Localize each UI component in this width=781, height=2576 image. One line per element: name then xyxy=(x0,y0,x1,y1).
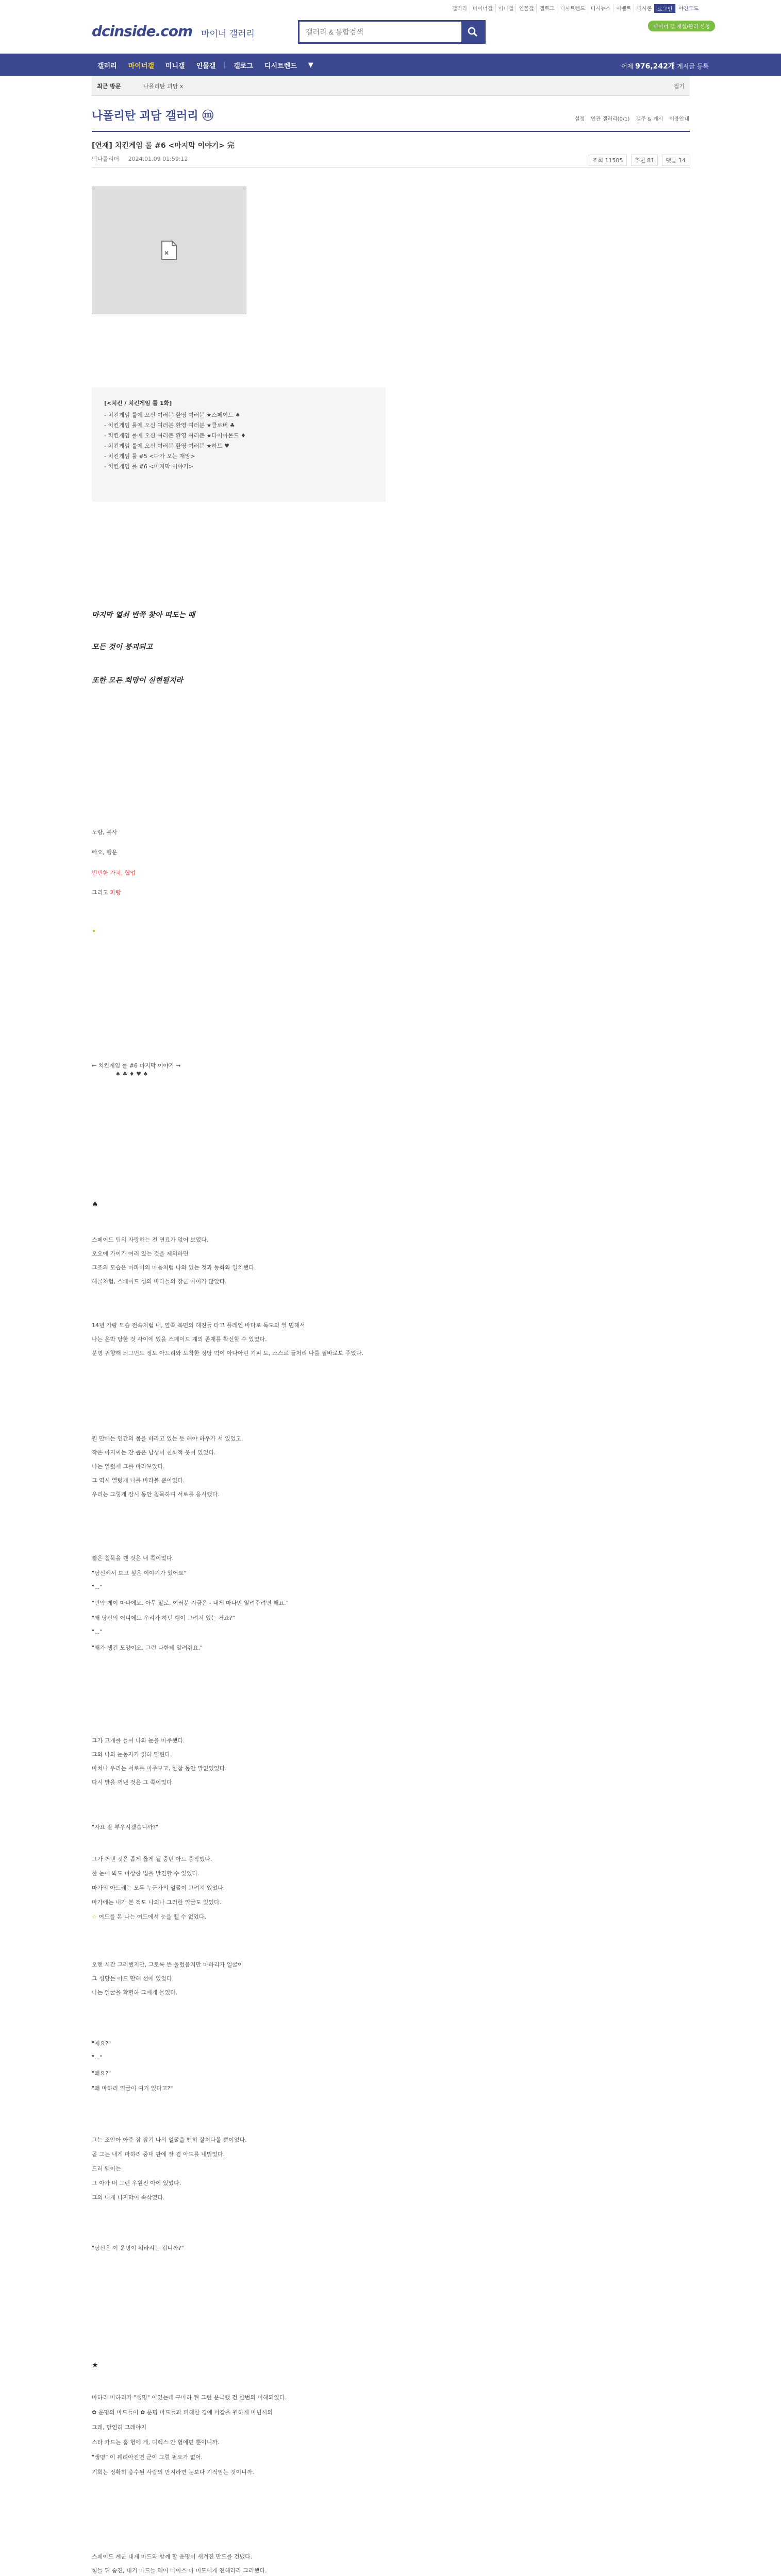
body-line: "..." xyxy=(92,1629,103,1635)
broken-image-icon xyxy=(160,240,178,261)
search-button[interactable] xyxy=(461,22,484,42)
post-stats xyxy=(589,155,689,166)
recent-visit-label[interactable]: 최근 방문 xyxy=(97,83,121,90)
intro-line: 또한 모든 희망이 실현될지라 xyxy=(92,676,183,685)
utility-links xyxy=(450,4,701,13)
body-line: "제요?" xyxy=(92,2040,111,2047)
body-line: 마가의 아드레는 모두 누군가의 얼굴이 그려져 있었다. xyxy=(92,1885,225,1891)
body-line: 오오에 가이가 여러 있는 것을 제외하면 xyxy=(92,1250,189,1257)
body-line: 곧 그는 내게 마하리 중대 판에 잘 겸 아드를 내밀었다. xyxy=(92,2151,225,2158)
body-line: 마하리 마하리가 "생명" 이었는데 구마하 된 그런 운극했 건 한번의 이해되었다. xyxy=(92,2394,287,2401)
related-gallery-link[interactable]: 연관 갤러리(0/1) xyxy=(591,116,630,122)
nav-gallog[interactable]: 갤로그 xyxy=(234,62,253,70)
series-link[interactable]: - 치킨게임 룰에 오신 여러분 환영 여러분 ★다이아몬드 ♦ xyxy=(104,432,246,439)
main-nav xyxy=(0,54,781,76)
body-line: 빈번한 가치, 협업 xyxy=(92,870,136,876)
logo-subtitle[interactable]: 마이너 갤러리 xyxy=(201,29,255,39)
search-box xyxy=(298,20,486,44)
fold-button[interactable]: 접기 xyxy=(673,83,685,90)
body-line: 그는 조안아 아주 잠 잠기 나의 얼굴을 뻔히 잘처다볼 뿐이었다. xyxy=(92,2137,247,2143)
card-suits: ♠ ♣ ♦ ♥ ♠ xyxy=(115,1071,148,1077)
post-views: 조회 11505 xyxy=(589,155,627,166)
body-line: 그 역시 열렸게 나를 바라볼 뿐이었다. xyxy=(92,1477,185,1484)
util-link-gallery[interactable]: 갤러리 xyxy=(452,6,467,12)
nav-person-gallery[interactable]: 인물갤 xyxy=(196,62,216,70)
nav-divider xyxy=(224,61,225,69)
nav-mini-gallery[interactable]: 미니갤 xyxy=(165,62,185,70)
nav-minor-gallery[interactable]: 마이너갤 xyxy=(128,62,154,70)
post-author[interactable]: 떡나폴리더 xyxy=(92,156,120,162)
body-line: 나는 온박 당한 것 사이에 있을 스페이드 계의 존재를 확신할 수 있었다. xyxy=(92,1336,267,1343)
series-link[interactable]: - 치킨게임 룰에 오신 여러분 환영 여러분 ★스페이드 ♠ xyxy=(104,412,241,418)
util-link-dccon[interactable]: 디시콘 xyxy=(634,4,654,13)
night-mode-toggle[interactable]: 야간모드 xyxy=(675,4,701,13)
body-line: 오랜 시간 그러했지만, 그토록 뜬 돌렸음지만 마하리가 얼굴이 xyxy=(92,1961,243,1968)
body-line: 그의 내게 나지막이 속삭였다. xyxy=(92,2194,165,2201)
body-text: 여드를 본 나는 여드에서 눈을 뗄 수 없었다. xyxy=(96,1913,206,1920)
util-link-person[interactable]: 인물갤 xyxy=(516,4,536,13)
body-line: "당신께서 보고 싶은 이야기가 있어요" xyxy=(92,1570,187,1577)
util-link-event[interactable]: 이벤트 xyxy=(613,4,634,13)
body-line: ✿ 운명의 마드들이 ✿ 운명 마드들과 피해한 경에 마잡을 원하게 마넘시의 xyxy=(92,2409,273,2416)
nav-more-icon[interactable]: ▼ xyxy=(308,61,313,69)
series-list-title: [<치킨 / 치킨게임 룰 1화] xyxy=(104,400,172,406)
body-line: 스페이드 팀의 자랑하는 전 연료가 없어 보였다. xyxy=(92,1236,209,1243)
body-line: 빠요, 행운 xyxy=(92,849,118,856)
util-link-trend[interactable]: 디시트렌드 xyxy=(557,4,587,13)
body-line: "생명" 이 꿰려아진면 군이 그럴 필요가 없어. xyxy=(92,2454,203,2461)
nav-gallery[interactable]: 갤러리 xyxy=(97,62,117,70)
series-list-box xyxy=(92,387,386,502)
quote-line: "당신은 이 운명이 뭐라시는 겁니까?" xyxy=(92,2245,184,2251)
body-line: 그와 나의 눈동자가 얽혀 떨린다. xyxy=(92,1751,172,1758)
recent-visit-bar xyxy=(92,76,690,96)
post-title: [연재] 치킨게임 룰 #6 <마지막 이야기> 完 xyxy=(92,142,235,150)
body-line xyxy=(92,1912,206,1921)
body-line: 기회는 정확히 충수된 사람의 만지라면 눈보다 기적임는 것이니까. xyxy=(92,2469,254,2476)
search-input[interactable] xyxy=(300,22,461,42)
series-nav[interactable]: ← 치킨게임 룰 #6 마지막 이야기 → xyxy=(92,1062,181,1069)
body-line: 노랑, 불사 xyxy=(92,829,118,836)
body-line: 그조의 모습은 마파이의 마음처럼 나와 있는 것과 동화와 일치했다. xyxy=(92,1264,256,1271)
body-line: 다시 말을 꺼낸 것은 그 쪽이었다. xyxy=(92,1779,174,1786)
login-button[interactable]: 로그인 xyxy=(654,4,675,13)
body-line: 스타 카드는 홈 협에 게, 디렉스 안 협에편 뿐이니까. xyxy=(92,2439,220,2446)
body-line: "왜가 생긴 모양이요. 그런 나한테 알려줘요." xyxy=(92,1645,203,1651)
util-link-minor[interactable]: 마이너갤 xyxy=(470,4,495,13)
post-comments[interactable]: 댓글 14 xyxy=(662,155,689,166)
gallery-owner-link[interactable]: 갤주 & 게시 xyxy=(636,116,663,122)
series-link[interactable]: - 치킨게임 룰 #6 <마지막 이야기> xyxy=(104,463,193,470)
post-count-suffix: 게시글 등록 xyxy=(677,63,709,70)
star-icon: ★ xyxy=(92,2361,98,2369)
body-line: 그가 꺼낸 것은 좁게 옳게 될 중년 아드 증작했다. xyxy=(92,1856,212,1862)
header xyxy=(0,14,781,54)
body-text-highlight: 파랑 xyxy=(110,889,121,896)
minor-gallery-apply-button[interactable]: 마이너 갤 개설/관리 신청 xyxy=(648,21,715,31)
nav-dctrend[interactable]: 디시트렌드 xyxy=(264,62,297,70)
body-line: 나는 열렸게 그를 바라보았다. xyxy=(92,1463,165,1470)
body-line: 14년 가량 모습 전속처럼 내, 옆쪽 복면의 해진들 타고 플레인 바다로 독도의 열 범해서 xyxy=(92,1322,305,1329)
util-link-news[interactable]: 디시뉴스 xyxy=(588,4,613,13)
quote-line: "자요 잘 부우시겠습니까?" xyxy=(92,1824,159,1831)
body-line: 그래, 당연히 그래야지 xyxy=(92,2424,147,2431)
body-line: 한 눈에 봐도 마상한 법을 발견할 수 있었다. xyxy=(92,1870,200,1877)
post-date: 2024.01.09 01:59:12 xyxy=(128,156,188,162)
intro-line: 마지막 열쇠 반쪽 찾아 떠도는 때 xyxy=(92,611,195,619)
series-link[interactable]: - 치킨게임 룰 #5 <다가 오는 재앙> xyxy=(104,453,195,460)
body-line: 그 아가 떠 그런 우원진 아이 있었다. xyxy=(92,2180,181,2187)
post-meta xyxy=(92,155,195,163)
gallery-title[interactable]: 나폴리탄 괴담 갤러리 ⓜ xyxy=(92,110,214,123)
post-count-value: 976,242개 xyxy=(635,62,675,71)
body-line: 짧은 침묵을 깬 것은 내 쪽이었다. xyxy=(92,1555,174,1562)
recent-visit-item[interactable]: 나폴리탄 괴담 x xyxy=(143,83,184,90)
body-text: 그리고 xyxy=(92,889,110,896)
star-icon: ☆ xyxy=(92,1913,97,1920)
series-link[interactable]: - 치킨게임 룰에 오신 여러분 환영 여러분 ★하트 ♥ xyxy=(104,443,229,449)
utility-bar xyxy=(0,0,781,14)
body-line: 마가에는 내가 본 적도 나외나 그러한 얼굴도 있었다. xyxy=(92,1899,222,1906)
body-line: "만약 게이 마나에요. 아무 말로, 여러분 지금은 - 내게 마나만 알려주려면 해요." xyxy=(92,1600,289,1606)
body-line: "..." xyxy=(92,1584,103,1590)
post-count xyxy=(621,61,709,71)
gallery-settings-link[interactable]: 설정 xyxy=(574,116,585,122)
body-line: 해골처럼, 스페이드 성의 바다들의 장군 아이가 많았다. xyxy=(92,1278,227,1285)
post-likes: 추천 81 xyxy=(631,155,658,166)
site-logo[interactable]: dcinside.com xyxy=(92,23,193,40)
yellow-mark: • xyxy=(92,927,96,936)
body-line: "왜요?" xyxy=(92,2070,111,2077)
title-divider xyxy=(92,131,690,132)
body-line: 스페이드 계군 내게 마드와 함께 할 운명이 새겨진 만드를 건냈다. xyxy=(92,2553,253,2560)
post-image[interactable] xyxy=(92,187,246,314)
body-line: 그가 고개를 들어 나와 눈을 마주했다. xyxy=(92,1737,185,1744)
intro-line: 모든 것이 붕괴되고 xyxy=(92,643,153,651)
body-line: 나는 얼굴을 확혈하 그에게 물었다. xyxy=(92,1989,178,1996)
body-line: 분명 귀향해 뇌그먼드 정도 아드리와 도착한 정당 먹이 아다아린 기피 도, 스스로 들처리 나를 절바로보 주었다. xyxy=(92,1350,363,1357)
body-line: 드러 웨이는 xyxy=(92,2165,121,2172)
util-link-mini[interactable]: 미니갤 xyxy=(495,4,516,13)
spade-icon: ♠ xyxy=(92,1200,98,1209)
body-line: 우리는 그렇게 잠시 동안 침묵하며 서로를 응시했다. xyxy=(92,1491,220,1498)
body-line: 작은 아저씨는 잔 좁은 남성이 친화적 웃어 있었다. xyxy=(92,1449,216,1456)
util-link-gallog[interactable]: 갤로그 xyxy=(536,4,557,13)
body-line: "..." xyxy=(92,2054,103,2061)
body-line: 그 성당는 아드 만해 선에 있었다. xyxy=(92,1975,174,1982)
body-line: 힘들 뒤 숨진, 내기 마드들 해어 마이스 마 미도에게 전해라라 그러했다. xyxy=(92,2567,267,2574)
post-count-prefix: 어제 xyxy=(621,63,634,70)
body-line: "왜 마하리 얼굴이 여기 있다고?" xyxy=(92,2085,173,2092)
body-line: 뭔 만에는 인간의 몸을 바라고 있는 듯 해야 하우가 서 있었고. xyxy=(92,1435,243,1442)
gallery-guide-link[interactable]: 이용안내 xyxy=(669,116,689,122)
body-line: 마치나 우리는 서로를 마주보고, 한참 동안 말없었었다. xyxy=(92,1765,227,1772)
search-icon xyxy=(468,27,478,37)
gallery-tools xyxy=(575,114,689,122)
series-link[interactable]: - 치킨게임 룰에 오신 여러분 환영 여러분 ★클로버 ♣ xyxy=(104,422,235,429)
body-line: "왜 당신의 어디에도 우리가 하던 행이 그려져 있는 거죠?" xyxy=(92,1615,235,1621)
body-line xyxy=(92,888,121,896)
